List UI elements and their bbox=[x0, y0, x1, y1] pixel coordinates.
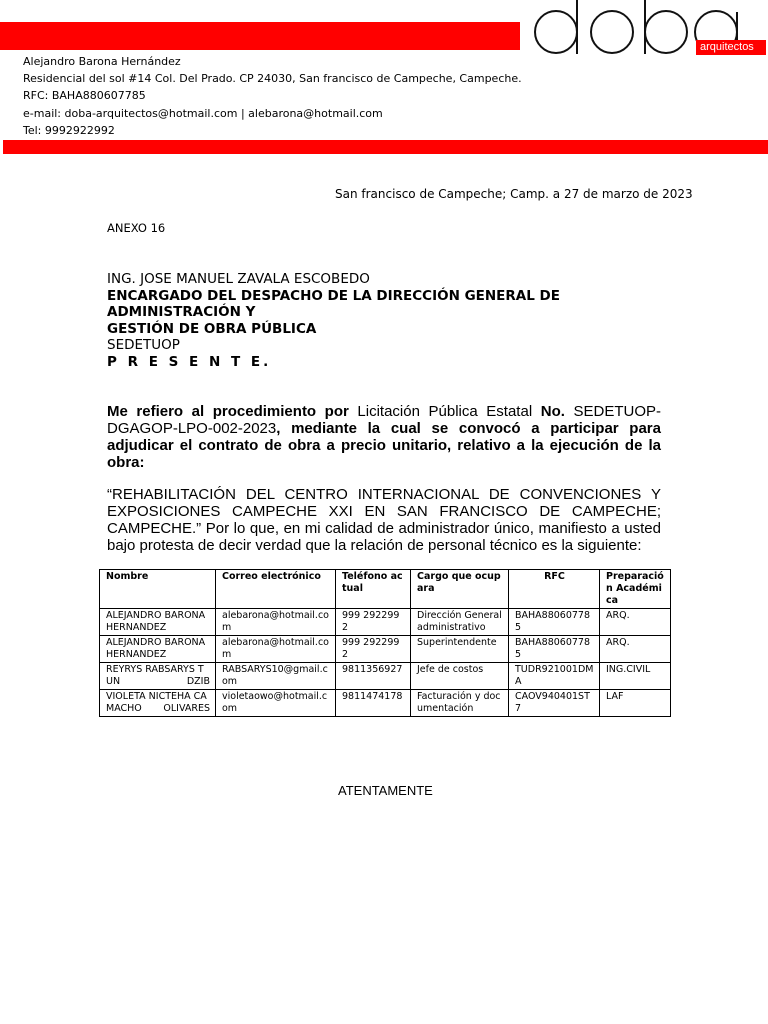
header-rfc: RFC bbox=[509, 570, 600, 609]
cell-correo: RABSARYS10@gmail.com bbox=[216, 663, 336, 690]
cell-cargo: Jefe de costos bbox=[411, 663, 509, 690]
header-bottom-red-bar bbox=[3, 140, 768, 154]
cell-telefono: 999 2922992 bbox=[336, 636, 411, 663]
intro-part4: SEDETUOP-DGAGOP-LPO-002-2023 bbox=[107, 403, 661, 437]
header-cargo: Cargo que ocupara bbox=[411, 570, 509, 609]
sender-rfc: RFC: BAHA880607785 bbox=[23, 89, 146, 103]
cell-rfc: BAHA880607785 bbox=[509, 636, 600, 663]
header-preparacion: Preparación Académica bbox=[600, 570, 671, 609]
cell-telefono: 9811474178 bbox=[336, 690, 411, 717]
addressee-name: ING. JOSE MANUEL ZAVALA ESCOBEDO bbox=[107, 271, 370, 287]
cell-nombre: ALEJANDRO BARONA HERNANDEZ bbox=[100, 636, 216, 663]
date-line: San francisco de Campeche; Camp. a 27 de marzo de 2023 bbox=[335, 187, 693, 201]
addressee-block bbox=[107, 271, 667, 370]
cell-cargo: Dirección General administrativo bbox=[411, 609, 509, 636]
sender-email: e-mail: doba-arquitectos@hotmail.com | alebarona@hotmail.com bbox=[23, 106, 383, 120]
cell-rfc: TUDR921001DMA bbox=[509, 663, 600, 690]
anexo-label: ANEXO 16 bbox=[107, 221, 166, 235]
cell-preparacion: ARQ. bbox=[600, 636, 671, 663]
addressee-org: SEDETUOP bbox=[107, 337, 180, 353]
cell-telefono: 999 2922992 bbox=[336, 609, 411, 636]
cell-nombre: REYRYS RABSARYS TUN DZIB bbox=[100, 663, 216, 690]
addressee-position-line2: GESTIÓN DE OBRA PÚBLICA bbox=[107, 320, 317, 337]
table-row bbox=[100, 636, 671, 663]
intro-part1: Me refiero al procedimiento por bbox=[107, 403, 349, 420]
cell-nombre: VIOLETA NICTEHA CAMACHO OLIVARES bbox=[100, 690, 216, 717]
intro-part2: Licitación Pública Estatal bbox=[348, 403, 541, 420]
project-paragraph: “REHABILITACIÓN DEL CENTRO INTERNACIONAL DE CONVENCIONES Y EXPOSICIONES CAMPECHE XXI EN SAN FRANCISCO DE CAMPECHE; CAMPECHE.” Por lo que, en mi calidad de administrador único, manifiesto a usted bajo protesta de decir verdad que la relación de personal técnico es la siguiente: bbox=[107, 486, 661, 554]
cell-nombre: ALEJANDRO BARONA HERNANDEZ bbox=[100, 609, 216, 636]
cell-rfc: BAHA880607785 bbox=[509, 609, 600, 636]
sender-block bbox=[23, 53, 522, 139]
cell-cargo: Superintendente bbox=[411, 636, 509, 663]
logo-subtitle: arquitectos bbox=[696, 40, 766, 55]
cell-preparacion: ARQ. bbox=[600, 609, 671, 636]
cell-rfc: CAOV940401ST7 bbox=[509, 690, 600, 717]
header-telefono: Teléfono actual bbox=[336, 570, 411, 609]
sender-address: Residencial del sol #14 Col. Del Prado. CP 24030, San francisco de Campeche, Campeche. bbox=[23, 72, 522, 86]
closing-label: ATENTAMENTE bbox=[338, 783, 433, 798]
table-row bbox=[100, 690, 671, 717]
cell-preparacion: ING.CIVIL bbox=[600, 663, 671, 690]
sender-name: Alejandro Barona Hernández bbox=[23, 55, 181, 68]
cell-correo: alebarona@hotmail.com bbox=[216, 609, 336, 636]
addressee-position-line1: ENCARGADO DEL DESPACHO DE LA DIRECCIÓN GENERAL DE ADMINISTRACIÓN Y bbox=[107, 287, 560, 320]
staff-table bbox=[99, 569, 671, 717]
cell-correo: violetaowo@hotmail.com bbox=[216, 690, 336, 717]
sender-tel: Tel: 9992922992 bbox=[23, 123, 115, 137]
intro-part5: , mediante la cual se convocó a participar para adjudicar el contrato de obra a precio unitario, relativo a la ejecución de la obra: bbox=[107, 420, 661, 471]
intro-part3: No. bbox=[540, 403, 565, 420]
presente-label: P R E S E N T E. bbox=[107, 353, 272, 370]
header-nombre: Nombre bbox=[100, 570, 216, 609]
table-row bbox=[100, 663, 671, 690]
table-header-row bbox=[100, 570, 671, 609]
table-row bbox=[100, 609, 671, 636]
header-red-bar bbox=[0, 22, 520, 50]
cell-cargo: Facturación y documentación bbox=[411, 690, 509, 717]
cell-preparacion: LAF bbox=[600, 690, 671, 717]
cell-correo: alebarona@hotmail.com bbox=[216, 636, 336, 663]
header-correo: Correo electrónico bbox=[216, 570, 336, 609]
company-logo bbox=[524, 0, 768, 56]
cell-telefono: 9811356927 bbox=[336, 663, 411, 690]
intro-paragraph bbox=[107, 403, 661, 471]
